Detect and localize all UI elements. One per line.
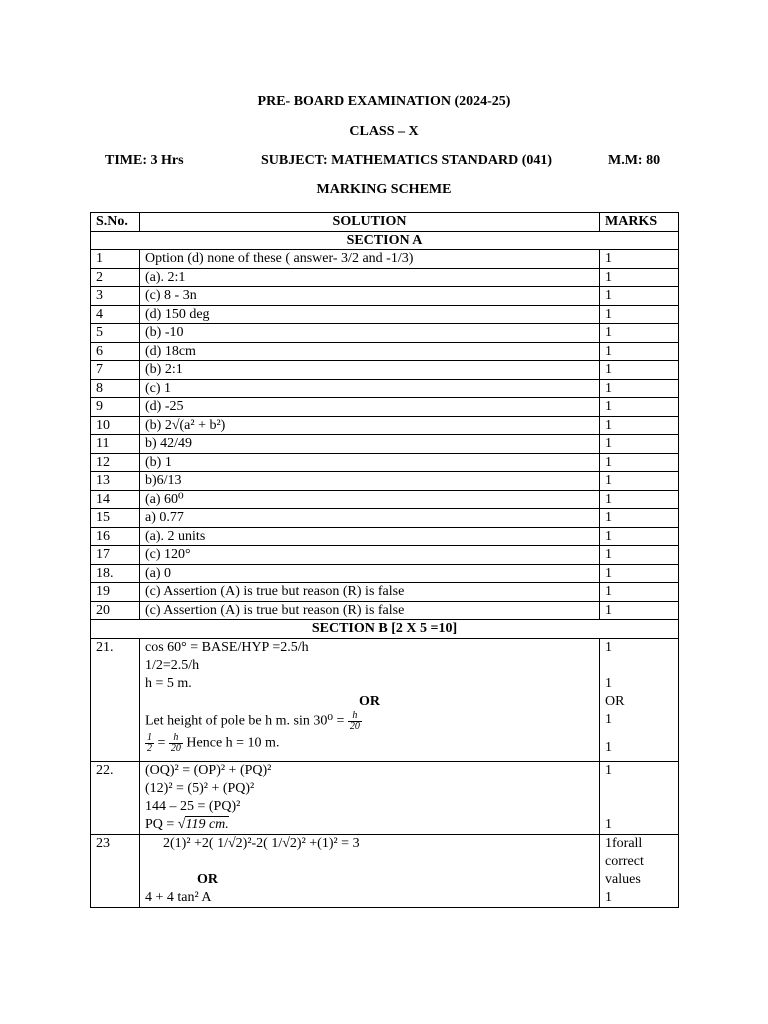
mark-value: 1 bbox=[605, 816, 612, 832]
fraction-numerator: h bbox=[169, 733, 183, 744]
mark-value: 1 bbox=[605, 739, 612, 755]
sno-cell: 7 bbox=[91, 361, 140, 380]
solution-cell: (a) 0 bbox=[140, 564, 600, 583]
marks-cell: 1 bbox=[600, 250, 679, 269]
sno-cell: 18. bbox=[91, 564, 140, 583]
sno-cell: 11 bbox=[91, 435, 140, 454]
sno-cell: 20 bbox=[91, 601, 140, 620]
mark-value: values bbox=[605, 871, 641, 887]
marks-cell: 1 bbox=[600, 324, 679, 343]
fraction-numerator: h bbox=[348, 711, 362, 722]
equals-sign: = bbox=[157, 735, 166, 751]
fraction-numerator: 1 bbox=[147, 731, 152, 743]
solution-line: (OQ)² = (OP)² + (PQ)² bbox=[145, 762, 272, 778]
mark-or: OR bbox=[605, 693, 625, 709]
solution-text: Let height of pole be h m. sin 30⁰ = bbox=[145, 713, 345, 729]
table-row bbox=[91, 490, 679, 509]
mark-value: 1 bbox=[605, 711, 612, 727]
solution-cell: (c) 120° bbox=[140, 546, 600, 565]
sno-cell: 12 bbox=[91, 453, 140, 472]
sno-cell: 23 bbox=[91, 834, 140, 907]
sno-cell: 17 bbox=[91, 546, 140, 565]
marks-cell: 1 bbox=[600, 564, 679, 583]
marks-cell: 1 bbox=[600, 527, 679, 546]
section-a-heading: SECTION A bbox=[91, 231, 679, 250]
solution-line: 1/2=2.5/h bbox=[145, 657, 200, 673]
sno-cell: 10 bbox=[91, 416, 140, 435]
table-row bbox=[91, 250, 679, 269]
marking-scheme-table bbox=[90, 212, 679, 908]
solution-cell bbox=[140, 761, 600, 834]
solution-line: (12)² = (5)² + (PQ)² bbox=[145, 780, 255, 796]
max-marks-label: M.M: 80 bbox=[608, 153, 661, 168]
mark-value: 1 bbox=[605, 639, 612, 655]
solution-cell: (b) 2√(a² + b²) bbox=[140, 416, 600, 435]
solution-cell: b)6/13 bbox=[140, 472, 600, 491]
solution-cell: (b) 1 bbox=[140, 453, 600, 472]
table-row bbox=[91, 453, 679, 472]
time-label: TIME: 3 Hrs bbox=[105, 153, 184, 168]
marks-cell: 1 bbox=[600, 490, 679, 509]
solution-cell: (c) 1 bbox=[140, 379, 600, 398]
mark-spacer bbox=[605, 657, 673, 675]
solution-cell: (b) 2:1 bbox=[140, 361, 600, 380]
solution-cell: Option (d) none of these ( answer- 3/2 and -1/3) bbox=[140, 250, 600, 269]
solution-line: 2(1)² +2( 1/√2)²-2( 1/√2)² +(1)² = 3 bbox=[163, 835, 360, 851]
marks-cell: 1 bbox=[600, 583, 679, 602]
mark-value: 1 bbox=[605, 675, 612, 691]
mark-spacer bbox=[605, 780, 673, 798]
header-solution: SOLUTION bbox=[140, 213, 600, 232]
mark-value: 1 bbox=[605, 889, 612, 905]
solution-cell: a) 0.77 bbox=[140, 509, 600, 528]
table-row bbox=[91, 398, 679, 417]
fraction-denominator: 20 bbox=[349, 720, 360, 732]
solution-text: Hence h = 10 m. bbox=[186, 735, 280, 751]
marks-cell: 1 bbox=[600, 305, 679, 324]
question-row-22 bbox=[91, 761, 679, 834]
table-row bbox=[91, 305, 679, 324]
marks-cell: 1 bbox=[600, 453, 679, 472]
sno-cell: 13 bbox=[91, 472, 140, 491]
sno-cell: 5 bbox=[91, 324, 140, 343]
sno-cell: 6 bbox=[91, 342, 140, 361]
solution-cell: (a). 2 units bbox=[140, 527, 600, 546]
solution-line: h = 5 m. bbox=[145, 675, 192, 691]
solution-cell: (a) 60⁰ bbox=[140, 490, 600, 509]
solution-cell: (c) Assertion (A) is true but reason (R) is false bbox=[140, 583, 600, 602]
solution-cell: (c) 8 - 3n bbox=[140, 287, 600, 306]
table-row bbox=[91, 509, 679, 528]
marks-cell: 1 bbox=[600, 601, 679, 620]
solution-line bbox=[145, 816, 594, 834]
table-row bbox=[91, 435, 679, 454]
table-row bbox=[91, 379, 679, 398]
fraction bbox=[348, 711, 362, 732]
mark-spacer bbox=[605, 798, 673, 816]
question-row-23 bbox=[91, 834, 679, 907]
sno-cell: 22. bbox=[91, 761, 140, 834]
table-row bbox=[91, 361, 679, 380]
marks-cell: 1 bbox=[600, 379, 679, 398]
marks-cell: 1 bbox=[600, 342, 679, 361]
solution-line bbox=[145, 711, 594, 733]
sno-cell: 2 bbox=[91, 268, 140, 287]
solution-cell: (a). 2:1 bbox=[140, 268, 600, 287]
or-label: OR bbox=[359, 693, 380, 709]
solution-line: 144 – 25 = (PQ)² bbox=[145, 798, 241, 814]
sno-cell: 4 bbox=[91, 305, 140, 324]
fraction-denominator: 2 bbox=[147, 742, 152, 754]
marks-cell: 1 bbox=[600, 509, 679, 528]
solution-cell: (d) -25 bbox=[140, 398, 600, 417]
solution-cell: (c) Assertion (A) is true but reason (R) is false bbox=[140, 601, 600, 620]
question-row-21 bbox=[91, 638, 679, 761]
table-row bbox=[91, 527, 679, 546]
marks-cell: 1 bbox=[600, 287, 679, 306]
sno-cell: 15 bbox=[91, 509, 140, 528]
marks-cell: 1 bbox=[600, 361, 679, 380]
solution-cell bbox=[140, 638, 600, 761]
solution-spacer bbox=[145, 853, 594, 871]
class-label: CLASS – X bbox=[349, 124, 419, 139]
marks-cell: 1 bbox=[600, 268, 679, 287]
mark-value: 1forall bbox=[605, 835, 643, 851]
marks-cell bbox=[600, 834, 679, 907]
marks-cell: 1 bbox=[600, 398, 679, 417]
radicand: 119 cm. bbox=[185, 816, 229, 832]
fraction bbox=[145, 733, 154, 754]
sno-cell: 21. bbox=[91, 638, 140, 761]
solution-cell bbox=[140, 834, 600, 907]
table-row bbox=[91, 324, 679, 343]
solution-cell: b) 42/49 bbox=[140, 435, 600, 454]
sno-cell: 9 bbox=[91, 398, 140, 417]
section-b-heading: SECTION B [2 X 5 =10] bbox=[91, 620, 679, 639]
solution-line: 4 + 4 tan² A bbox=[145, 889, 212, 905]
marking-scheme-heading: MARKING SCHEME bbox=[316, 182, 452, 197]
sno-cell: 16 bbox=[91, 527, 140, 546]
sno-cell: 14 bbox=[91, 490, 140, 509]
header-marks: MARKS bbox=[600, 213, 679, 232]
marks-cell bbox=[600, 761, 679, 834]
table-row bbox=[91, 268, 679, 287]
solution-text: PQ = √ bbox=[145, 816, 186, 832]
section-a-row bbox=[91, 231, 679, 250]
marks-cell: 1 bbox=[600, 435, 679, 454]
solution-cell: (d) 150 deg bbox=[140, 305, 600, 324]
subject-label: SUBJECT: MATHEMATICS STANDARD (041) bbox=[261, 153, 553, 168]
sno-cell: 3 bbox=[91, 287, 140, 306]
sno-cell: 8 bbox=[91, 379, 140, 398]
solution-line bbox=[145, 733, 594, 755]
fraction-denominator: 20 bbox=[170, 742, 181, 754]
solution-line: cos 60° = BASE/HYP =2.5/h bbox=[145, 639, 309, 655]
sno-cell: 19 bbox=[91, 583, 140, 602]
table-row bbox=[91, 546, 679, 565]
header-sno: S.No. bbox=[91, 213, 140, 232]
solution-cell: (d) 18cm bbox=[140, 342, 600, 361]
marks-cell: 1 bbox=[600, 546, 679, 565]
table-row bbox=[91, 564, 679, 583]
mark-value: 1 bbox=[605, 762, 612, 778]
sno-cell: 1 bbox=[91, 250, 140, 269]
table-row bbox=[91, 583, 679, 602]
table-row bbox=[91, 342, 679, 361]
table-header-row bbox=[91, 213, 679, 232]
table-row bbox=[91, 287, 679, 306]
exam-title: PRE- BOARD EXAMINATION (2024-25) bbox=[257, 94, 511, 109]
marks-cell: 1 bbox=[600, 416, 679, 435]
fraction bbox=[169, 733, 183, 754]
solution-cell: (b) -10 bbox=[140, 324, 600, 343]
section-b-row bbox=[91, 620, 679, 639]
or-label: OR bbox=[197, 871, 218, 887]
table-row bbox=[91, 472, 679, 491]
marks-cell: 1 bbox=[600, 472, 679, 491]
table-row bbox=[91, 416, 679, 435]
marks-cell bbox=[600, 638, 679, 761]
table-row bbox=[91, 601, 679, 620]
mark-value: correct bbox=[605, 853, 644, 869]
